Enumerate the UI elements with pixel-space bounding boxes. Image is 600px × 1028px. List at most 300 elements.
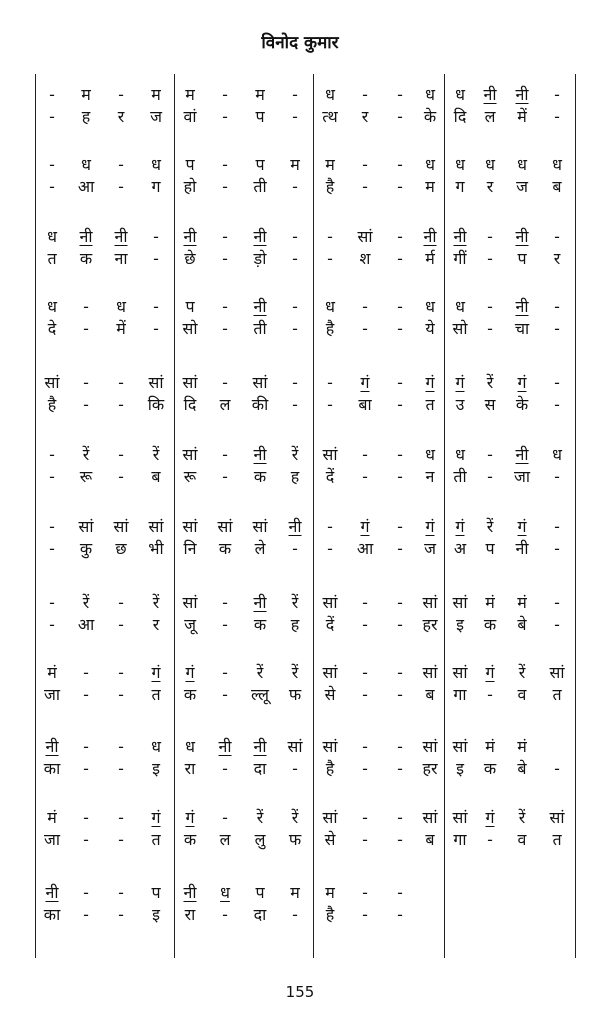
swara-note: - <box>118 593 124 612</box>
swara-note: मं <box>517 593 527 612</box>
lyric-syllable: - <box>397 830 403 849</box>
lyric-syllable: वां <box>183 107 197 126</box>
swara-note: रें <box>291 593 299 612</box>
lyric-syllable: - <box>292 319 298 338</box>
swara-note: रें <box>291 445 299 464</box>
swara-note: ध <box>325 85 335 104</box>
swara-note: नी <box>253 737 267 756</box>
lyric-syllable: ग <box>455 177 465 196</box>
swara-note: सां <box>549 663 565 682</box>
lyric-syllable: गा <box>453 830 467 849</box>
lyric-syllable: - <box>292 107 298 126</box>
lyric-syllable: - <box>397 395 403 414</box>
lyric-syllable: हर <box>422 615 438 634</box>
swara-note: मं <box>47 808 57 827</box>
swara-note: - <box>118 737 124 756</box>
lyric-syllable: आ <box>356 539 374 558</box>
lyric-syllable: नि <box>183 539 197 558</box>
lyric-syllable: - <box>487 319 493 338</box>
swara-note: सां <box>322 593 338 612</box>
swara-note: गं <box>360 373 370 392</box>
lyric-syllable: - <box>292 249 298 268</box>
lyric-syllable: - <box>118 395 124 414</box>
lyric-syllable: - <box>397 615 403 634</box>
swara-note: सां <box>422 737 438 756</box>
lyric-syllable: भी <box>148 539 164 558</box>
lyric-syllable: - <box>83 319 89 338</box>
swara-note: सां <box>322 663 338 682</box>
lyric-syllable: - <box>49 177 55 196</box>
swara-note: सां <box>113 517 129 536</box>
swara-note: - <box>362 297 368 316</box>
lyric-syllable: - <box>487 830 493 849</box>
lyric-syllable: - <box>397 319 403 338</box>
lyric-syllable: - <box>554 759 560 778</box>
lyric-syllable: - <box>554 467 560 486</box>
swara-note: ध <box>151 737 161 756</box>
swara-note: म <box>325 883 335 902</box>
swara-note: - <box>554 85 560 104</box>
swara-note: - <box>49 155 55 174</box>
swara-note: ध <box>116 297 126 316</box>
swara-note: - <box>153 297 159 316</box>
swara-note: - <box>222 155 228 174</box>
lyric-syllable: है <box>325 177 335 196</box>
swara-note: - <box>362 593 368 612</box>
swara-note: नी <box>253 227 267 246</box>
swara-note: - <box>292 227 298 246</box>
swara-note: - <box>554 297 560 316</box>
swara-note: गं <box>455 373 465 392</box>
lyric-syllable: - <box>222 467 228 486</box>
lyric-syllable: - <box>118 467 124 486</box>
swara-note: - <box>118 85 124 104</box>
swara-note: रें <box>486 373 494 392</box>
swara-note: - <box>362 808 368 827</box>
swara-note: रें <box>518 663 526 682</box>
swara-note: - <box>397 737 403 756</box>
lyric-syllable: स <box>484 395 496 414</box>
swara-note: - <box>397 297 403 316</box>
swara-note: - <box>327 517 333 536</box>
swara-note: नी <box>114 227 128 246</box>
lyric-syllable: छे <box>184 249 196 268</box>
lyric-syllable: - <box>118 177 124 196</box>
swara-note: - <box>49 85 55 104</box>
lyric-syllable: में <box>116 319 126 338</box>
swara-note: - <box>397 883 403 902</box>
swara-note: - <box>397 445 403 464</box>
lyric-syllable: - <box>362 905 368 924</box>
lyric-syllable: - <box>49 467 55 486</box>
swara-note: नी <box>483 85 497 104</box>
column-divider <box>575 74 576 958</box>
swara-note: - <box>118 883 124 902</box>
lyric-syllable: फ <box>288 685 302 704</box>
column-divider <box>444 74 445 958</box>
swara-note: मं <box>485 737 495 756</box>
lyric-syllable: उ <box>455 395 465 414</box>
swara-note: - <box>49 593 55 612</box>
swara-note: ध <box>425 85 435 104</box>
lyric-syllable: त <box>47 249 57 268</box>
lyric-syllable: - <box>49 615 55 634</box>
lyric-syllable: त <box>425 395 435 414</box>
swara-note: सां <box>182 445 198 464</box>
swara-note: - <box>118 373 124 392</box>
swara-note: रें <box>82 593 90 612</box>
swara-note: - <box>397 808 403 827</box>
swara-note: रें <box>256 663 264 682</box>
lyric-syllable: ल <box>219 395 231 414</box>
lyric-syllable: - <box>397 539 403 558</box>
lyric-syllable: ग <box>151 177 161 196</box>
lyric-syllable: - <box>362 685 368 704</box>
lyric-syllable: - <box>49 539 55 558</box>
lyric-syllable: का <box>43 905 61 924</box>
lyric-syllable: - <box>118 759 124 778</box>
swara-note: सां <box>252 517 268 536</box>
swara-note: - <box>118 445 124 464</box>
swara-note: प <box>255 155 265 174</box>
lyric-syllable: इ <box>456 759 464 778</box>
lyric-syllable: र्म <box>425 249 435 268</box>
lyric-syllable: बा <box>358 395 372 414</box>
lyric-syllable: रा <box>184 905 196 924</box>
swara-note: - <box>554 517 560 536</box>
swara-note: - <box>153 227 159 246</box>
lyric-syllable: क <box>183 685 197 704</box>
lyric-syllable: बे <box>517 615 527 634</box>
lyric-syllable: इ <box>152 905 160 924</box>
lyric-syllable: गा <box>453 685 467 704</box>
lyric-syllable: - <box>397 467 403 486</box>
swara-note: - <box>222 445 228 464</box>
swara-note: सां <box>452 737 468 756</box>
lyric-syllable: - <box>327 539 333 558</box>
swara-note: रें <box>82 445 90 464</box>
swara-note: - <box>397 155 403 174</box>
swara-note: गं <box>425 517 435 536</box>
lyric-syllable: बे <box>517 759 527 778</box>
swara-note: सां <box>182 593 198 612</box>
swara-note: प <box>151 883 161 902</box>
lyric-syllable: र <box>117 107 125 126</box>
lyric-syllable: - <box>327 249 333 268</box>
lyric-syllable: - <box>222 685 228 704</box>
swara-note: - <box>83 883 89 902</box>
lyric-syllable: त <box>552 830 562 849</box>
lyric-syllable: न <box>425 467 435 486</box>
lyric-syllable: र <box>361 107 369 126</box>
lyric-syllable: - <box>292 905 298 924</box>
lyric-syllable: रू <box>79 467 93 486</box>
lyric-syllable: लु <box>254 830 266 849</box>
lyric-syllable: से <box>324 830 336 849</box>
swara-note: गं <box>517 517 527 536</box>
lyric-syllable: - <box>153 249 159 268</box>
swara-note: ध <box>325 297 335 316</box>
lyric-syllable: ह <box>290 615 300 634</box>
swara-note: - <box>362 155 368 174</box>
swara-note: गं <box>485 663 495 682</box>
lyric-syllable: ब <box>425 830 435 849</box>
lyric-syllable: ह <box>81 107 91 126</box>
swara-note: गं <box>360 517 370 536</box>
lyric-syllable: गीं <box>453 249 467 268</box>
swara-note: सां <box>148 517 164 536</box>
lyric-syllable: - <box>83 905 89 924</box>
swara-note: - <box>292 85 298 104</box>
swara-note: ध <box>455 85 465 104</box>
lyric-syllable: - <box>362 830 368 849</box>
swara-note: नी <box>45 883 59 902</box>
swara-note: सां <box>452 808 468 827</box>
swara-note: - <box>49 445 55 464</box>
swara-note: रें <box>152 593 160 612</box>
swara-note: नी <box>253 297 267 316</box>
column-divider <box>174 74 175 958</box>
lyric-syllable: - <box>397 177 403 196</box>
lyric-syllable: ना <box>114 249 128 268</box>
column-divider <box>35 74 36 958</box>
swara-note: रें <box>256 808 264 827</box>
lyric-syllable: क <box>79 249 93 268</box>
lyric-syllable: प <box>485 539 495 558</box>
swara-note: सां <box>78 517 94 536</box>
swara-note: ध <box>552 155 562 174</box>
swara-note: नी <box>218 737 232 756</box>
swara-note: सां <box>422 808 438 827</box>
lyric-syllable: - <box>118 905 124 924</box>
swara-note: गं <box>455 517 465 536</box>
lyric-syllable: - <box>397 107 403 126</box>
swara-note: मं <box>47 663 57 682</box>
swara-note: सां <box>44 373 60 392</box>
swara-note: नी <box>183 227 197 246</box>
swara-note: म <box>325 155 335 174</box>
swara-note: सां <box>252 373 268 392</box>
lyric-syllable: - <box>554 107 560 126</box>
swara-note: - <box>83 808 89 827</box>
swara-note: ध <box>455 445 465 464</box>
swara-note: - <box>222 227 228 246</box>
swara-note: सां <box>287 737 303 756</box>
swara-note: - <box>397 85 403 104</box>
lyric-syllable: ती <box>253 319 267 338</box>
lyric-syllable: से <box>324 685 336 704</box>
swara-note: गं <box>517 373 527 392</box>
lyric-syllable: म <box>425 177 435 196</box>
lyric-syllable: ती <box>453 467 467 486</box>
swara-note: गं <box>485 808 495 827</box>
swara-note: रें <box>518 808 526 827</box>
swara-note: - <box>83 737 89 756</box>
swara-note: ध <box>220 883 230 902</box>
lyric-syllable: - <box>292 177 298 196</box>
swara-note: गं <box>185 663 195 682</box>
swara-note: नी <box>253 593 267 612</box>
swara-note: प <box>185 297 195 316</box>
lyric-syllable: त <box>552 685 562 704</box>
swara-note: - <box>222 663 228 682</box>
page-header: विनोद कुमार <box>261 33 339 53</box>
swara-note: - <box>397 663 403 682</box>
lyric-syllable: कु <box>79 539 93 558</box>
lyric-syllable: छ <box>115 539 127 558</box>
lyric-syllable: रू <box>183 467 197 486</box>
swara-note: सां <box>322 445 338 464</box>
swara-note: म <box>290 155 300 174</box>
swara-note: - <box>83 373 89 392</box>
lyric-syllable: प <box>517 249 527 268</box>
lyric-syllable: का <box>43 759 61 778</box>
swara-note: गं <box>151 663 161 682</box>
lyric-syllable: त <box>151 830 161 849</box>
swara-note: - <box>292 373 298 392</box>
swara-note: - <box>222 373 228 392</box>
lyric-syllable: व <box>517 830 527 849</box>
lyric-syllable: दि <box>453 107 467 126</box>
lyric-syllable: त्थ <box>322 107 338 126</box>
lyric-syllable: - <box>554 615 560 634</box>
column-divider <box>313 74 314 958</box>
lyric-syllable: - <box>292 395 298 414</box>
lyric-syllable: व <box>517 685 527 704</box>
lyric-syllable: अ <box>453 539 467 558</box>
swara-note: ध <box>151 155 161 174</box>
lyric-syllable: - <box>327 395 333 414</box>
lyric-syllable: ब <box>552 177 562 196</box>
lyric-syllable: है <box>325 905 335 924</box>
lyric-syllable: - <box>554 395 560 414</box>
lyric-syllable: चा <box>514 319 530 338</box>
swara-note: सां <box>148 373 164 392</box>
swara-note: ध <box>185 737 195 756</box>
swara-note: - <box>362 883 368 902</box>
swara-note: नी <box>253 445 267 464</box>
lyric-syllable: सो <box>452 319 468 338</box>
lyric-syllable: - <box>397 905 403 924</box>
swara-note: गं <box>185 808 195 827</box>
swara-note: नी <box>288 517 302 536</box>
lyric-syllable: ल्लू <box>250 685 270 704</box>
lyric-syllable: जा <box>43 685 61 704</box>
swara-note: - <box>327 227 333 246</box>
lyric-syllable: त <box>151 685 161 704</box>
swara-note: नी <box>515 227 529 246</box>
swara-note: नी <box>45 737 59 756</box>
lyric-syllable: - <box>397 685 403 704</box>
lyric-syllable: - <box>222 759 228 778</box>
lyric-syllable: है <box>47 395 57 414</box>
lyric-syllable: र <box>152 615 160 634</box>
lyric-syllable: - <box>292 759 298 778</box>
swara-note: ध <box>455 155 465 174</box>
lyric-syllable: प <box>255 107 265 126</box>
swara-note: नी <box>453 227 467 246</box>
lyric-syllable: ल <box>219 830 231 849</box>
lyric-syllable: दे <box>47 319 57 338</box>
swara-note: - <box>362 737 368 756</box>
lyric-syllable: - <box>487 685 493 704</box>
lyric-syllable: - <box>49 107 55 126</box>
lyric-syllable: हर <box>422 759 438 778</box>
swara-note: - <box>397 373 403 392</box>
lyric-syllable: - <box>83 685 89 704</box>
swara-note: रें <box>291 663 299 682</box>
swara-note: म <box>255 85 265 104</box>
lyric-syllable: दा <box>253 759 267 778</box>
swara-note: - <box>397 593 403 612</box>
swara-note: गं <box>425 373 435 392</box>
lyric-syllable: - <box>554 539 560 558</box>
swara-note: - <box>397 227 403 246</box>
lyric-syllable: ब <box>425 685 435 704</box>
lyric-syllable: - <box>83 759 89 778</box>
lyric-syllable: क <box>218 539 232 558</box>
lyric-syllable: दें <box>325 615 335 634</box>
swara-note: ध <box>552 445 562 464</box>
swara-note: ध <box>517 155 527 174</box>
swara-note: नी <box>515 445 529 464</box>
lyric-syllable: ज <box>424 539 436 558</box>
lyric-syllable: - <box>83 830 89 849</box>
swara-note: सां <box>182 517 198 536</box>
swara-note: - <box>83 663 89 682</box>
swara-note: नी <box>515 297 529 316</box>
lyric-syllable: जू <box>184 615 196 634</box>
lyric-syllable: दा <box>253 905 267 924</box>
swara-note: नी <box>423 227 437 246</box>
lyric-syllable: जा <box>513 467 531 486</box>
swara-note: सां <box>549 808 565 827</box>
swara-note: सां <box>422 663 438 682</box>
swara-note: नी <box>515 85 529 104</box>
lyric-syllable: क <box>483 615 497 634</box>
lyric-syllable: - <box>118 830 124 849</box>
swara-note: नी <box>79 227 93 246</box>
lyric-syllable: - <box>222 615 228 634</box>
lyric-syllable: - <box>554 319 560 338</box>
lyric-syllable: - <box>222 177 228 196</box>
lyric-syllable: आ <box>77 615 95 634</box>
swara-note: - <box>554 227 560 246</box>
swara-note: - <box>397 517 403 536</box>
lyric-syllable: इ <box>152 759 160 778</box>
swara-note: - <box>487 227 493 246</box>
swara-note: - <box>487 445 493 464</box>
swara-note: - <box>118 155 124 174</box>
lyric-syllable: में <box>517 107 527 126</box>
lyric-syllable: - <box>222 249 228 268</box>
lyric-syllable: ड़ो <box>253 249 267 268</box>
swara-note: मं <box>485 593 495 612</box>
swara-note: - <box>362 663 368 682</box>
swara-note: प <box>255 883 265 902</box>
swara-note: ध <box>47 297 57 316</box>
swara-note: - <box>292 297 298 316</box>
swara-note: रें <box>291 808 299 827</box>
swara-note: - <box>222 85 228 104</box>
lyric-syllable: ले <box>254 539 266 558</box>
lyric-syllable: - <box>397 759 403 778</box>
lyric-syllable: श <box>359 249 371 268</box>
swara-note: म <box>151 85 161 104</box>
lyric-syllable: र <box>486 177 494 196</box>
swara-note: - <box>118 663 124 682</box>
lyric-syllable: क <box>183 830 197 849</box>
